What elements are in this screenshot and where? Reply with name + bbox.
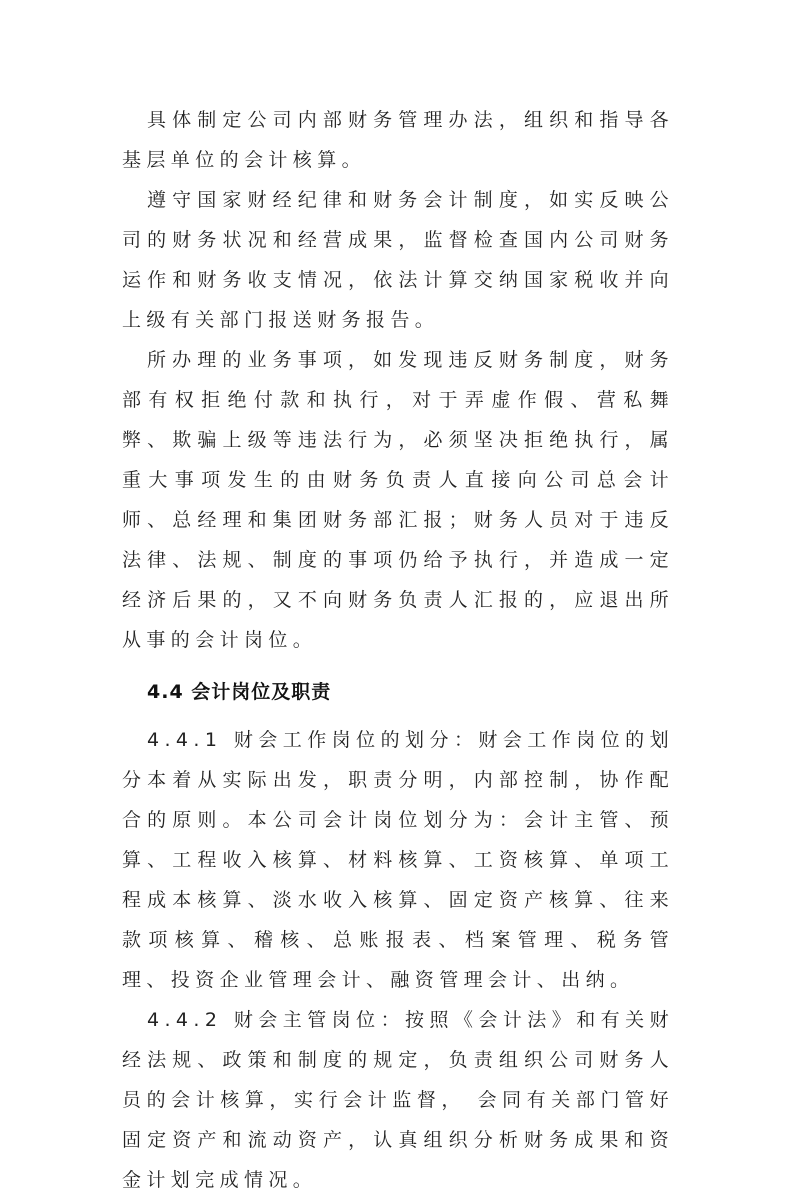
paragraph-refusal-rights: 所办理的业务事项，如发现违反财务制度，财务部有权拒绝付款和执行，对于弄虚作假、营私舞弊、欺骗上级等违法行为，必须坚决拒绝执行，属重大事项发生的由财务负责人直接向公司总会计师、总经理和集团财务部汇报；财务人员对于违反法律、法规、制度的事项仍给予执行，并造成一定经济后果的，又不向财务负责人汇报的，应退出所从事的会计岗位。 bbox=[122, 349, 674, 651]
paragraph-financial-discipline: 遵守国家财经纪律和财务会计制度，如实反映公司的财务状况和经营成果，监督检查国内公司财务运作和财务收支情况，依法计算交纳国家税收并向上级有关部门报送财务报告。 bbox=[122, 189, 674, 331]
paragraph-supervisor-post: 4.4.2 财会主管岗位：按照《会计法》和有关财经法规、政策和制度的规定，负责组织公司财务人员的会计核算，实行会计监督， 会同有关部门管好固定资产和流动资产，认真组织分析财务成果和资金计划完成情况。 bbox=[122, 1009, 674, 1191]
document-page bbox=[122, 100, 674, 1200]
section-heading: 4.4 会计岗位及职责 bbox=[147, 681, 332, 703]
paragraph-accounting-methods: 具体制定公司内部财务管理办法，组织和指导各基层单位的会计核算。 bbox=[122, 109, 674, 171]
paragraph-post-division: 4.4.1 财会工作岗位的划分：财会工作岗位的划分本着从实际出发，职责分明，内部控制，协作配合的原则。本公司会计岗位划分为：会计主管、预算、工程收入核算、材料核算、工资核算、单项工程成本核算、淡水收入核算、固定资产核算、往来款项核算、稽核、总账报表、档案管理、税务管理、投资企业管理会计、融资管理会计、出纳。 bbox=[122, 729, 674, 991]
